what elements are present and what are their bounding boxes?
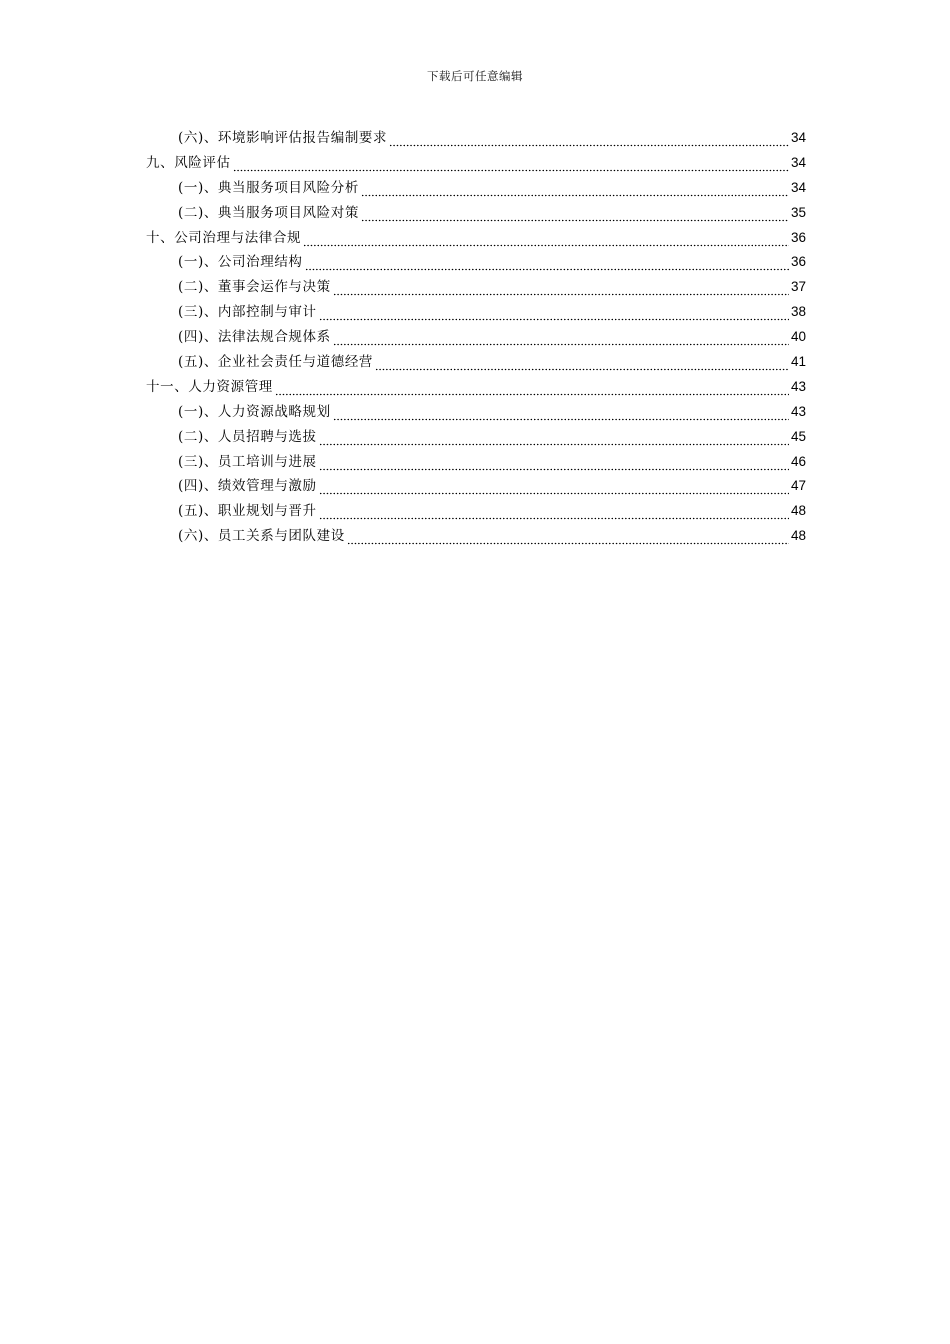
toc-entry-page: 43	[790, 378, 806, 394]
toc-entry-title: 十一、人力资源管理	[146, 378, 273, 395]
toc-entry-page: 35	[790, 204, 806, 220]
toc-entry[interactable]	[146, 226, 806, 251]
toc-dot-leader	[319, 433, 789, 446]
toc-dot-leader	[233, 159, 789, 172]
toc-entry-title: (一)、公司治理结构	[178, 254, 303, 271]
toc-entry-title: (六)、环境影响评估报告编制要求	[178, 130, 388, 146]
toc-entry[interactable]	[146, 275, 806, 300]
toc-entry[interactable]	[146, 176, 806, 201]
toc-entry-title: (五)、企业社会责任与道德经营	[178, 354, 374, 371]
toc-entry-page: 46	[790, 453, 806, 469]
toc-entry[interactable]	[146, 126, 806, 151]
toc-dot-leader	[319, 507, 789, 520]
toc-entry-title: (四)、法律法规合规体系	[178, 329, 331, 346]
toc-entry[interactable]	[146, 400, 806, 425]
toc-dot-leader	[347, 532, 789, 545]
toc-entry-page: 41	[790, 354, 806, 370]
toc-entry-page: 34	[790, 179, 806, 195]
toc-entry-title: (一)、人力资源战略规划	[178, 403, 331, 420]
toc-entry[interactable]	[146, 151, 806, 176]
toc-entry[interactable]	[146, 201, 806, 226]
toc-entry-title: (二)、典当服务项目风险对策	[178, 204, 359, 221]
toc-entry-page: 36	[790, 254, 806, 270]
toc-dot-leader	[319, 458, 789, 471]
toc-entry-title: (五)、职业规划与晋升	[178, 503, 317, 520]
toc-entry-title: 十、公司治理与法律合规	[146, 229, 302, 246]
toc-dot-leader	[389, 134, 789, 147]
toc-entry-title: (三)、内部控制与审计	[178, 304, 317, 321]
toc-entry[interactable]	[146, 524, 806, 549]
toc-entry-title: (四)、绩效管理与激励	[178, 478, 317, 495]
toc-entry-page: 36	[790, 229, 806, 245]
toc-entry-title: (六)、员工关系与团队建设	[178, 528, 345, 545]
toc-entry-page: 48	[790, 528, 806, 544]
toc-entry-title: 九、风险评估	[146, 154, 231, 171]
toc-dot-leader	[333, 333, 789, 346]
toc-entry-page: 34	[790, 130, 806, 145]
page-header: 下载后可任意编辑	[427, 69, 523, 83]
toc-dot-leader	[275, 383, 789, 396]
toc-dot-leader	[333, 283, 789, 296]
toc-entry[interactable]	[146, 474, 806, 499]
toc-entry-page: 45	[790, 428, 806, 444]
toc-dot-leader	[361, 184, 789, 197]
toc-entry[interactable]	[146, 375, 806, 400]
toc-dot-leader	[303, 234, 789, 247]
toc-dot-leader	[333, 408, 789, 421]
toc-entry-page: 40	[790, 329, 806, 345]
toc-entry-page: 34	[790, 154, 806, 170]
toc-entry-page: 43	[790, 403, 806, 419]
toc-entry[interactable]	[146, 425, 806, 450]
toc-dot-leader	[319, 308, 789, 321]
toc-entry-title: (三)、员工培训与进展	[178, 453, 317, 470]
toc-entry-page: 38	[790, 304, 806, 320]
toc-entry[interactable]	[146, 250, 806, 275]
toc-entry[interactable]	[146, 350, 806, 375]
toc-entry-title: (一)、典当服务项目风险分析	[178, 179, 359, 196]
toc-entry-title: (二)、董事会运作与决策	[178, 279, 331, 296]
toc-dot-leader	[375, 358, 789, 371]
toc-dot-leader	[305, 258, 789, 271]
toc-entry[interactable]	[146, 450, 806, 475]
toc-entry-page: 37	[790, 279, 806, 295]
toc-entry[interactable]	[146, 325, 806, 350]
table-of-contents	[146, 126, 806, 549]
toc-dot-leader	[319, 482, 789, 495]
toc-entry[interactable]	[146, 499, 806, 524]
toc-entry-page: 48	[790, 503, 806, 519]
toc-entry-page: 47	[790, 478, 806, 494]
toc-entry-title: (二)、人员招聘与选拔	[178, 428, 317, 445]
toc-entry[interactable]	[146, 300, 806, 325]
toc-dot-leader	[361, 209, 789, 222]
